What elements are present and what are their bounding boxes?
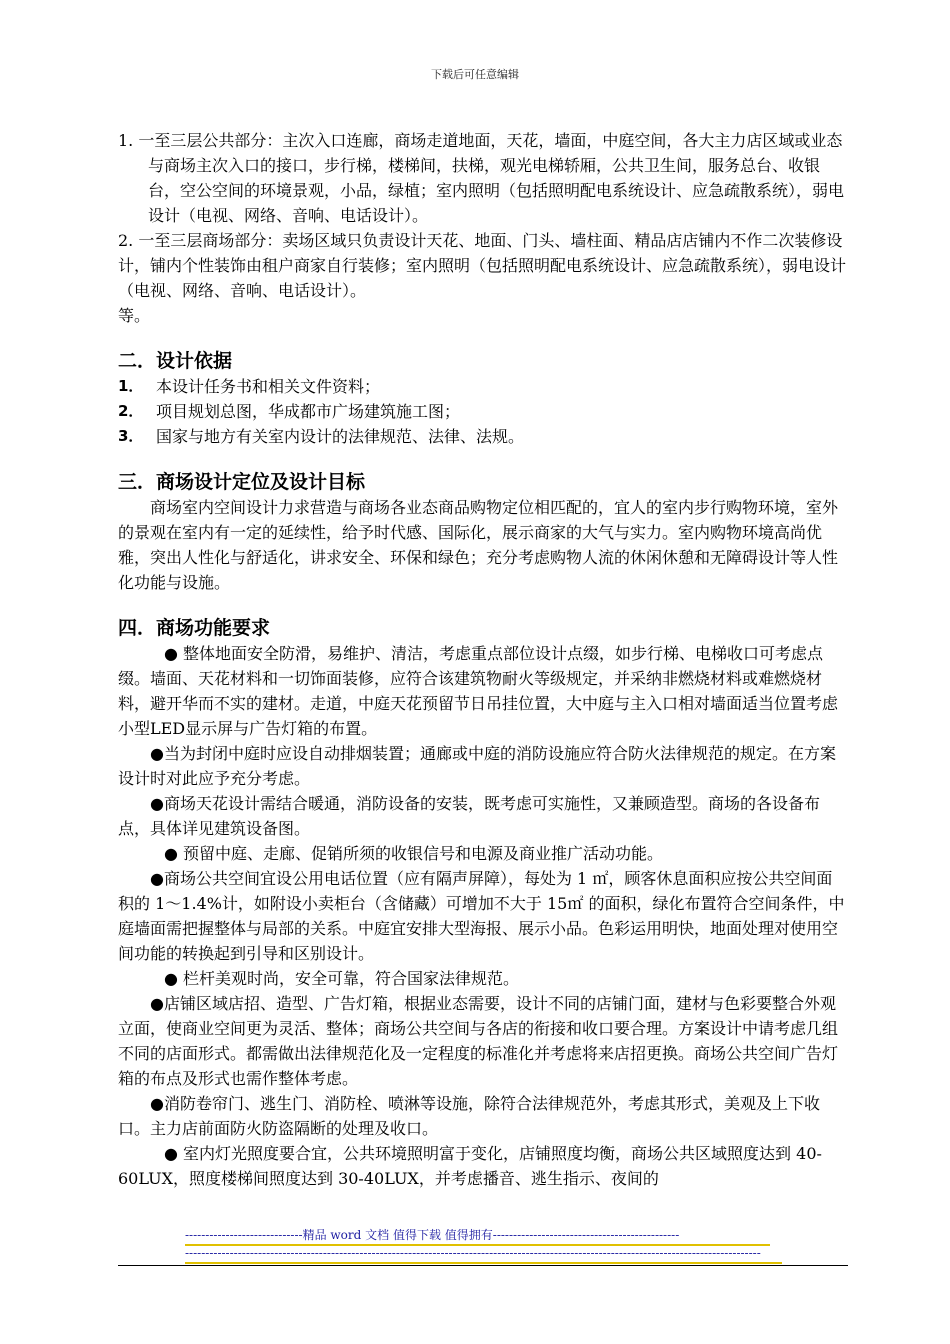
section4-title: 四．商场功能要求 xyxy=(118,617,271,639)
scope-etc: 等。 xyxy=(118,306,151,325)
basis-num: 3． xyxy=(118,427,144,445)
document-body xyxy=(118,128,848,1191)
section2-title: 二．设计依据 xyxy=(118,350,233,372)
requirement-paragraph: ● 预留中庭、走廊、促销所须的收银信号和电源及商业推广活动功能。 xyxy=(164,844,664,863)
basis-item xyxy=(118,374,848,399)
page-header: 下载后可任意编辑 xyxy=(431,68,519,81)
section3-title: 三．商场设计定位及设计目标 xyxy=(118,471,366,493)
scope-item-1: 1. 一至三层公共部分：主次入口连廊，商场走道地面，天花，墙面，中庭空间，各大主力店区域或业态与商场主次入口的接口，步行梯，楼梯间，扶梯，观光电梯轿厢，公共卫生间，服务总台、收银台，空公空间的环境景观，小品，绿植；室内照明（包括照明配电系统设计、应急疏散系统），弱电设计（电视、网络、音响、电话设计）。 xyxy=(118,131,845,225)
basis-text: 本设计任务书和相关文件资料； xyxy=(156,377,381,396)
requirement-paragraph: ● 室内灯光照度要合宜，公共环境照明富于变化，店铺照度均衡，商场公共区域照度达到 40-60LUX，照度楼梯间照度达到 30-40LUX，并考虑播音、逃生指示、夜间的 xyxy=(118,1144,822,1188)
basis-num: 2． xyxy=(118,402,144,420)
requirement-paragraph: ●商场天花设计需结合暖通，消防设备的安装，既考虑可实施性，又兼顾造型。商场的各设备布点，具体详见建筑设备图。 xyxy=(118,794,820,838)
scope-item-2: 2. 一至三层商场部分：卖场区域只负责设计天花、地面、门头、墙柱面、精品店店铺内不作二次装修设计，铺内个性装饰由租户商家自行装修；室内照明（包括照明配电系统设计、应急疏散系统），弱电设计（电视、网络、音响、电话设计）。 xyxy=(118,231,847,300)
requirement-paragraph: ● 整体地面安全防滑，易维护、清洁，考虑重点部位设计点缀，如步行梯、电梯收口可考虑点缀。墙面、天花材料和一切饰面装修，应符合该建筑物耐火等级规定，并采纳非燃烧材料或难燃烧材料，避开华而不实的建材。走道，中庭天花预留节日吊挂位置，大中庭与主入口相对墙面适当位置考虑小型LED显示屏与广告灯箱的布置。 xyxy=(118,644,839,738)
footer-rule xyxy=(118,1265,848,1266)
basis-num: 1． xyxy=(118,377,144,395)
basis-text: 国家与地方有关室内设计的法律规范、法律、法规。 xyxy=(156,427,525,446)
basis-text: 项目规划总图，华成都市广场建筑施工图； xyxy=(156,402,461,421)
requirement-paragraph: ●店铺区域店招、造型、广告灯箱，根据业态需要，设计不同的店铺门面，建材与色彩要整合外观立面，使商业空间更为灵活、整体；商场公共空间与各店的衔接和收口要合理。方案设计中请考虑几组不同的店面形式。都需做出法律规范化及一定程度的标准化并考虑将来店招更换。商场公共空间广告灯箱的布点及形式也需作整体考虑。 xyxy=(118,994,839,1088)
basis-item xyxy=(118,424,848,449)
requirement-paragraph: ●消防卷帘门、逃生门、消防栓、喷淋等设施，除符合法律规范外，考虑其形式，美观及上下收口。主力店前面防火防盗隔断的处理及收口。 xyxy=(118,1094,820,1138)
basis-item xyxy=(118,399,848,424)
footer-dashes: ---------------------------------------------------------------------------------------------------------------------------------------------- xyxy=(185,1244,782,1264)
requirement-paragraph: ●商场公共空间宜设公用电话位置（应有隔声屏障），每处为 1 ㎡，顾客休息面积应按公共空间面积的 1～1.4%计，如附设小卖柜台（含储藏）可增加不大于 15㎡ 的面积，绿化布置符合空间条件，中庭墙面需把握整体与局部的关系。中庭宜安排大型海报、展示小品。色彩运用明快，地面处理对使用空间功能的转换起到引导和区别设计。 xyxy=(118,869,845,963)
requirement-paragraph: ●当为封闭中庭时应设自动排烟装置；通廊或中庭的消防设施应符合防火法律规范的规定。在方案设计时对此应予充分考虑。 xyxy=(118,744,836,788)
section3-body: 商场室内空间设计力求营造与商场各业态商品购物定位相匹配的，宜人的室内步行购物环境，室外的景观在室内有一定的延续性，给予时代感、国际化，展示商家的大气与实力。室内购物环境高尚优雅，突出人性化与舒适化，讲求安全、环保和绿色；充分考虑购物人流的休闲休憩和无障碍设计等人性化功能与设施。 xyxy=(118,498,839,592)
footer-banner: -----------------------------精品 word 文档 值得下载 值得拥有---------------------------------------------- xyxy=(185,1226,770,1246)
requirement-paragraph: ● 栏杆美观时尚，安全可靠，符合国家法律规范。 xyxy=(164,969,520,988)
